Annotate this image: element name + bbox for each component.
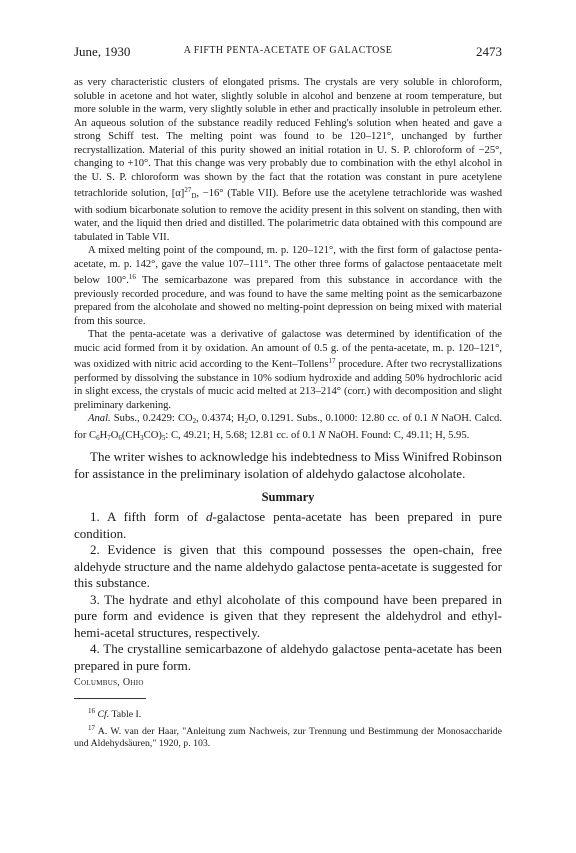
page-number: 2473 xyxy=(476,44,502,59)
paragraph-analysis: Anal. Subs., 0.2429: $CO_2$, 0.4374; $H_2O$, 0.1291. Subs., 0.1000: 12.80 cc. of 0.1 N NaOH. Calcd. for $C_6H_7O_6(CH_3CO)_5$: C, 49.21; H, 5.68; 12.81 cc. of 0.1 N NaOH. Found: C, 49.11; H, 5.95. xyxy=(74,413,502,442)
summary-item-1: 1. A fifth form of d-galactose penta-acetate has been prepared in pure condition. xyxy=(74,509,502,541)
paragraph-melting-point: A mixed melting point of the compound, m. p. 120–121°, with the first form of galactose penta-acetate, m. p. 142°, gave the value 107–111°. The other three forms of galactose pentaacetate melt below 100°.$^{16}$ The semicarbazone was prepared from this substance in accordance with the previously recorded procedure, and was found to have the same melting point as the semicarbazone prepared from the alcoholate and showed no melting-point depression on being mixed with material from this source. xyxy=(74,245,502,327)
paragraph-mucic-acid: That the penta-acetate was a derivative of galactose was determined by identification of the mucic acid formed from it by oxidation. An amount of 0.5 g. of the penta-acetate, m. p. 120–121°, was oxidized with nitric acid according to the Kent–Tollens$^{17}$ procedure. After two recrystallizations performed by dissolving the substance in 10% sodium hydroxide and adding 50% hydrochloric acid in slight excess, the crystals of mucic acid melted at 213–214° (corr.) with decomposition and slight preliminary darkening. xyxy=(74,329,502,411)
header-date: June, 1930 xyxy=(74,44,131,59)
running-header xyxy=(74,44,502,62)
article-body xyxy=(74,76,502,751)
author-location: Columbus, Ohio xyxy=(74,677,144,688)
summary-item-4: 4. The crystalline semicarbazone of aldehydo galactose penta-acetate has been prepared in pure form. xyxy=(74,641,502,673)
summary-heading: Summary xyxy=(261,490,315,504)
summary-item-3: 3. The hydrate and ethyl alcoholate of this compound have been prepared in pure form and evidence is given that they represent the aldehydrol and ethyl-hemi-acetal structures, respectively. xyxy=(74,591,502,640)
footnote-17: $^{17}$ A. W. van der Haar, "Anleitung zum Nachweis, zur Trennung und Bestimmung der Monosaccharide und Aldehydsäuren," 1920, p. 103. xyxy=(74,723,502,749)
footnote-divider xyxy=(74,698,146,699)
summary-item-2: 2. Evidence is given that this compound possesses the open-chain, free aldehyde structure and the name aldehydo galactose penta-acetate is suggested for this substance. xyxy=(74,542,502,590)
paragraph-properties: as very characteristic clusters of elongated prisms. The crystals are very soluble in chloroform, soluble in acetone and hot water, slightly soluble in alcohol and benzene at room temperature, but more soluble in the warm, very slightly soluble in ether and practically insoluble in petroleum ether. An aqueous solution of the substance readily reduced Fehling's solution when heated and gave a strong Schiff test. The melting point was found to be 120–121°, unchanged by further recrystallization. Material of this purity showed an initial rotation in U. S. P. chloroform of −25°, changing to +10°. That this change was very probably due to combination with the ethyl alcohol in the U. S. P. chloroform was shown by the fact that the rotation was constant in pure acetylene tetrachloride solution, $[\alpha]^{27}_D$, −16° (Table VII). Before use the acetylene tetrachloride was washed with sodium bicarbonate solution to remove the acidity present in this solvent on standing, then with water, and the liquid then dried and distilled. The polarimetric data obtained with this compound are tabulated in Table VII. xyxy=(74,77,502,243)
paragraph-acknowledgment: The writer wishes to acknowledge his indebtedness to Miss Winifred Robinson for assistance in the preliminary isolation of aldehydo galactose alcoholate. xyxy=(74,449,502,481)
header-title: A FIFTH PENTA-ACETATE OF GALACTOSE xyxy=(183,45,393,56)
footnote-16: $^{16}$ Cf. Table I. xyxy=(88,707,142,720)
